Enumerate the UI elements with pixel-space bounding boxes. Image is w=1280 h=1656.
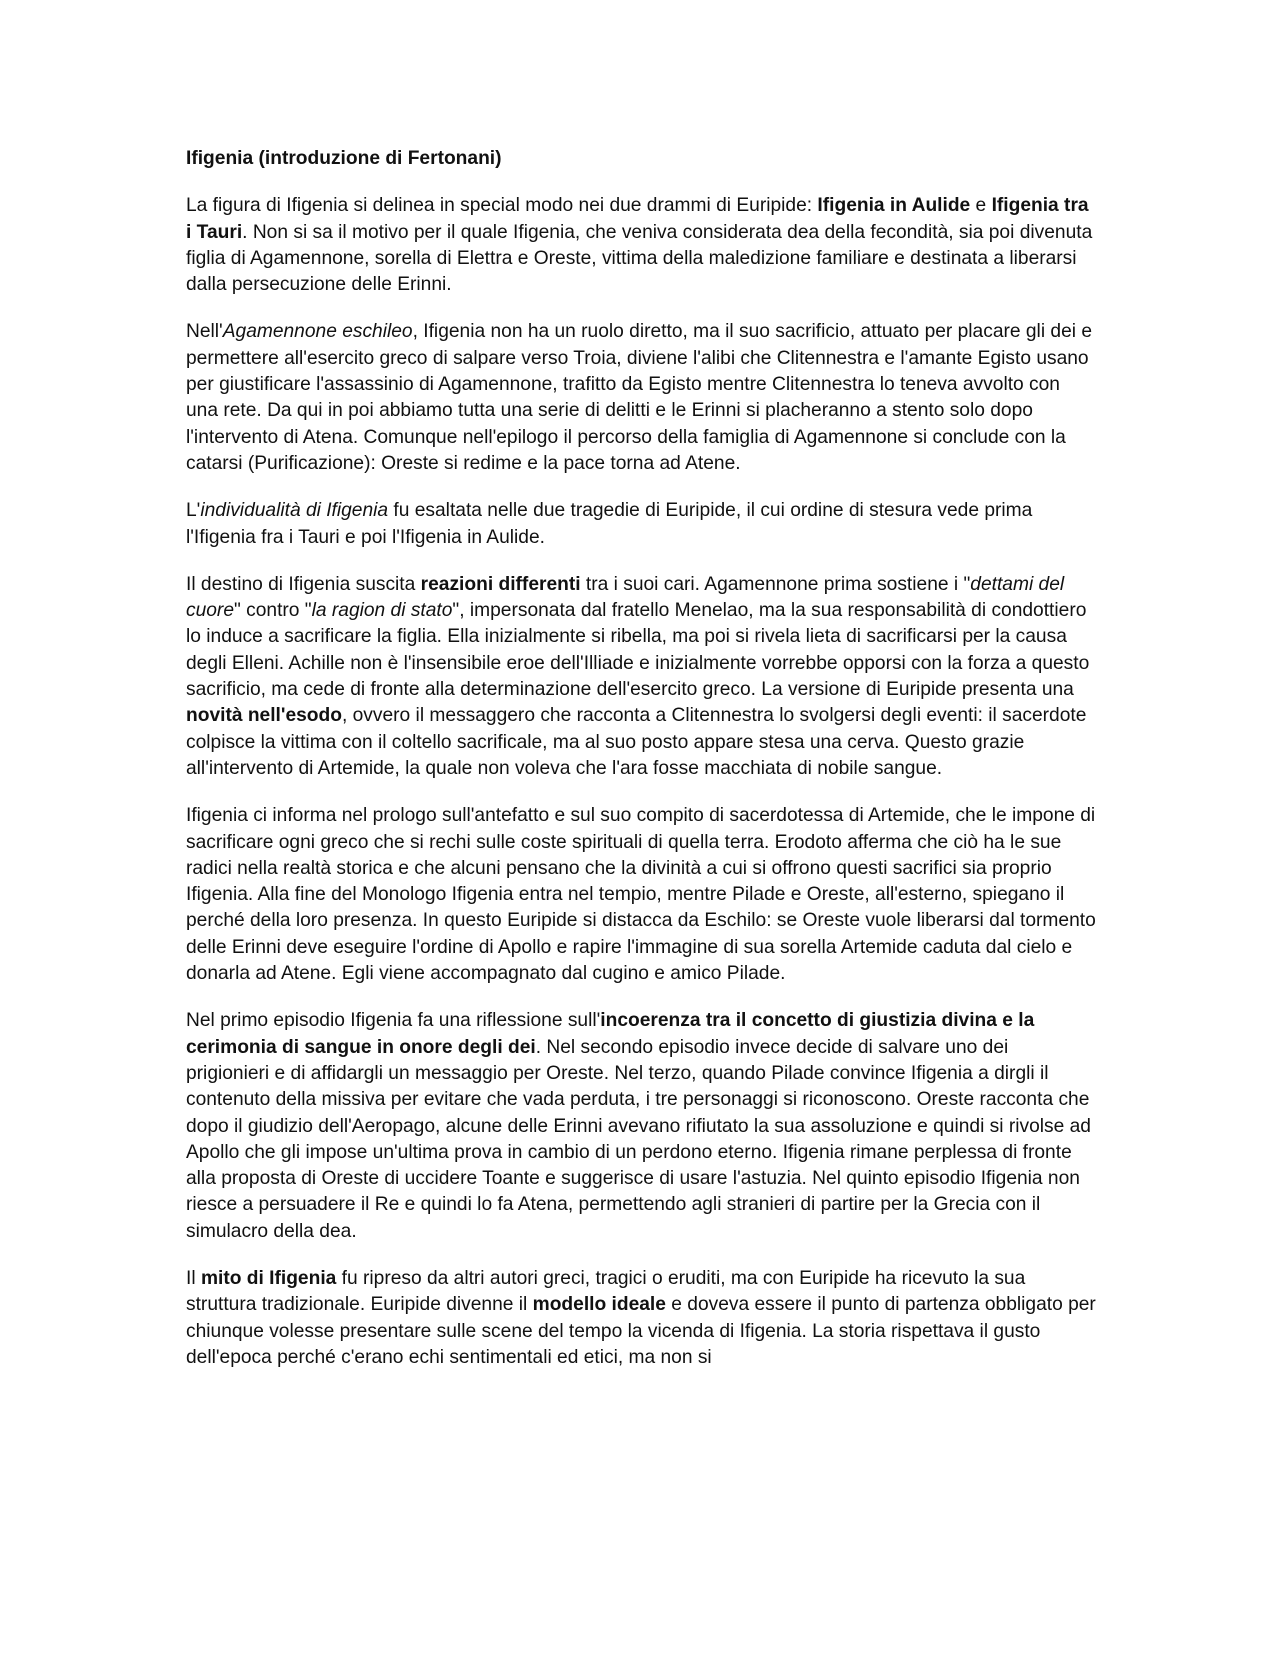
text-run: . Non si sa il motivo per il quale Ifigenia, che veniva considerata dea della fecondità, sia poi divenuta figlia di Agamennone, sorella di Elettra e Oreste, vittima della maledizione familiare e destinata a liberarsi dalla persecuzione delle Erinni. bbox=[186, 221, 1093, 296]
text-run: ", impersonata dal fratello Menelao, ma la sua responsabilità di condottiero lo induce a sacrificare la figlia. Ella inizialmente si ribella, ma poi si rivela lieta di sacrificarsi per la causa degli Elleni. Achille non è l'insensibile eroe dell'Illiade e inizialmente vorrebbe opporsi con la forza a questo sacrificio, ma cede di fronte alla determinazione dell'esercito greco. La versione di Euripide presenta una bbox=[186, 600, 1090, 701]
text-run: Il destino di Ifigenia suscita bbox=[186, 573, 421, 595]
paragraph-1 bbox=[186, 193, 1096, 298]
paragraph-7 bbox=[186, 1266, 1096, 1371]
italic-run: Agamennone eschileo bbox=[222, 321, 413, 343]
bold-run: reazioni differenti bbox=[420, 573, 581, 595]
text-run: tra i suoi cari. Agamennone prima sostiene i " bbox=[580, 573, 971, 595]
bold-run: Ifigenia tra i Tauri bbox=[186, 195, 1089, 243]
bold-run: novità nell'esodo bbox=[186, 705, 342, 727]
bold-run: modello ideale bbox=[532, 1294, 666, 1316]
paragraph-2 bbox=[186, 319, 1096, 477]
text-run: . Nel secondo episodio invece decide di salvare uno dei prigionieri e di affidargli un messaggio per Oreste. Nel terzo, quando Pilade convince Ifigenia a dirgli il contenuto della missiva per evitare che vada perduta, i tre personaggi si riconoscono. Oreste racconta che dopo il giudizio dell'Aeropago, alcune delle Erinni avevano rifiutato la sua assoluzione e quindi si rivolse ad Apollo che gli impose un'ultima prova in cambio di un perdono eterno. Ifigenia rimane perplessa di fronte alla proposta di Oreste di uccidere Toante e suggerisce di usare l'astuzia. Nel quinto episodio Ifigenia non riesce a persuadere il Re e quindi lo fa Atena, permettendo agli stranieri di partire per la Grecia con il simulacro della dea. bbox=[186, 1036, 1091, 1242]
text-run: fu ripreso da altri autori greci, tragici o eruditi, ma con Euripide ha ricevuto la sua struttura tradizionale. Euripide divenne il bbox=[186, 1267, 1026, 1316]
bold-run: Ifigenia in Aulide bbox=[817, 195, 971, 217]
text-run: Nell' bbox=[186, 321, 223, 343]
paragraph-4 bbox=[186, 572, 1096, 782]
text-run: L' bbox=[186, 500, 201, 522]
italic-run: individualità di Ifigenia bbox=[200, 500, 389, 522]
text-run: " contro " bbox=[234, 600, 312, 622]
paragraph-6 bbox=[186, 1008, 1096, 1245]
text-run: e doveva essere il punto di partenza obbligato per chiunque volesse presentare sulle scene del tempo la vicenda di Ifigenia. La storia rispettava il gusto dell'epoca perché c'erano echi sentimentali ed etici, ma non si bbox=[186, 1294, 1096, 1368]
document-body bbox=[186, 146, 1096, 1392]
text-run: Ifigenia ci informa nel prologo sull'antefatto e sul suo compito di sacerdotessa di Artemide, che le impone di sacrificare ogni greco che si rechi sulle coste spirituali di quella terra. Erodoto afferma che ciò ha le sue radici nella realtà storica e che alcuni pensano che la divinità a cui si offrono questi sacrifici sia proprio Ifigenia. Alla fine del Monologo Ifigenia entra nel tempio, mentre Pilade e Oreste, all'esterno, spiegano il perché della loro presenza. In questo Euripide si distacca da Eschilo: se Oreste vuole liberarsi dal tormento delle Erinni deve eseguire l'ordine di Apollo e rapire l'immagine di sua sorella Artemide caduta dal cielo e donarla ad Atene. Egli viene accompagnato dal cugino e amico Pilade. bbox=[186, 805, 1096, 985]
text-run: La figura di Ifigenia si delinea in special modo nei due drammi di Euripide: bbox=[186, 195, 818, 217]
text-run: fu esaltata nelle due tragedie di Euripide, il cui ordine di stesura vede prima l'Ifigenia fra i Tauri e poi l'Ifigenia in Aulide. bbox=[186, 500, 1033, 548]
text-run: , ovvero il messaggero che racconta a Clitennestra lo svolgersi degli eventi: il sacerdote colpisce la vittima con il coltello sacrificale, ma al suo posto appare stesa una cerva. Questo grazie all'intervento di Artemide, la quale non voleva che l'ara fosse macchiata di nobile sangue. bbox=[186, 705, 1087, 779]
document-title: Ifigenia (introduzione di Fertonani) bbox=[186, 148, 502, 169]
italic-run: dettami del cuore bbox=[186, 573, 1065, 622]
text-run: Il bbox=[186, 1267, 201, 1289]
italic-run: la ragion di stato bbox=[311, 600, 453, 622]
text-run: Nel primo episodio Ifigenia fa una riflessione sull' bbox=[186, 1010, 601, 1032]
text-run: , Ifigenia non ha un ruolo diretto, ma il suo sacrificio, attuato per placare gli dei e permettere all'esercito greco di salpare verso Troia, diviene l'alibi che Clitennestra e l'amante Egisto usano per giustificare l'assassinio di Agamennone, trafitto da Egisto mentre Clitennestra lo teneva avvolto con una rete. Da qui in poi abbiamo tutta una serie di delitti e le Erinni si placheranno a stento solo dopo l'intervento di Atena. Comunque nell'epilogo il percorso della famiglia di Agamennone si conclude con la catarsi (Purificazione): Oreste si redime e la pace torna ad Atene. bbox=[186, 321, 1093, 474]
bold-run: incoerenza tra il concetto di giustizia divina e la cerimonia di sangue in onore degli dei bbox=[186, 1010, 1035, 1058]
paragraph-5 bbox=[186, 803, 1096, 987]
text-run: e bbox=[970, 195, 992, 217]
paragraph-3 bbox=[186, 498, 1096, 551]
bold-run: mito di Ifigenia bbox=[200, 1267, 337, 1289]
